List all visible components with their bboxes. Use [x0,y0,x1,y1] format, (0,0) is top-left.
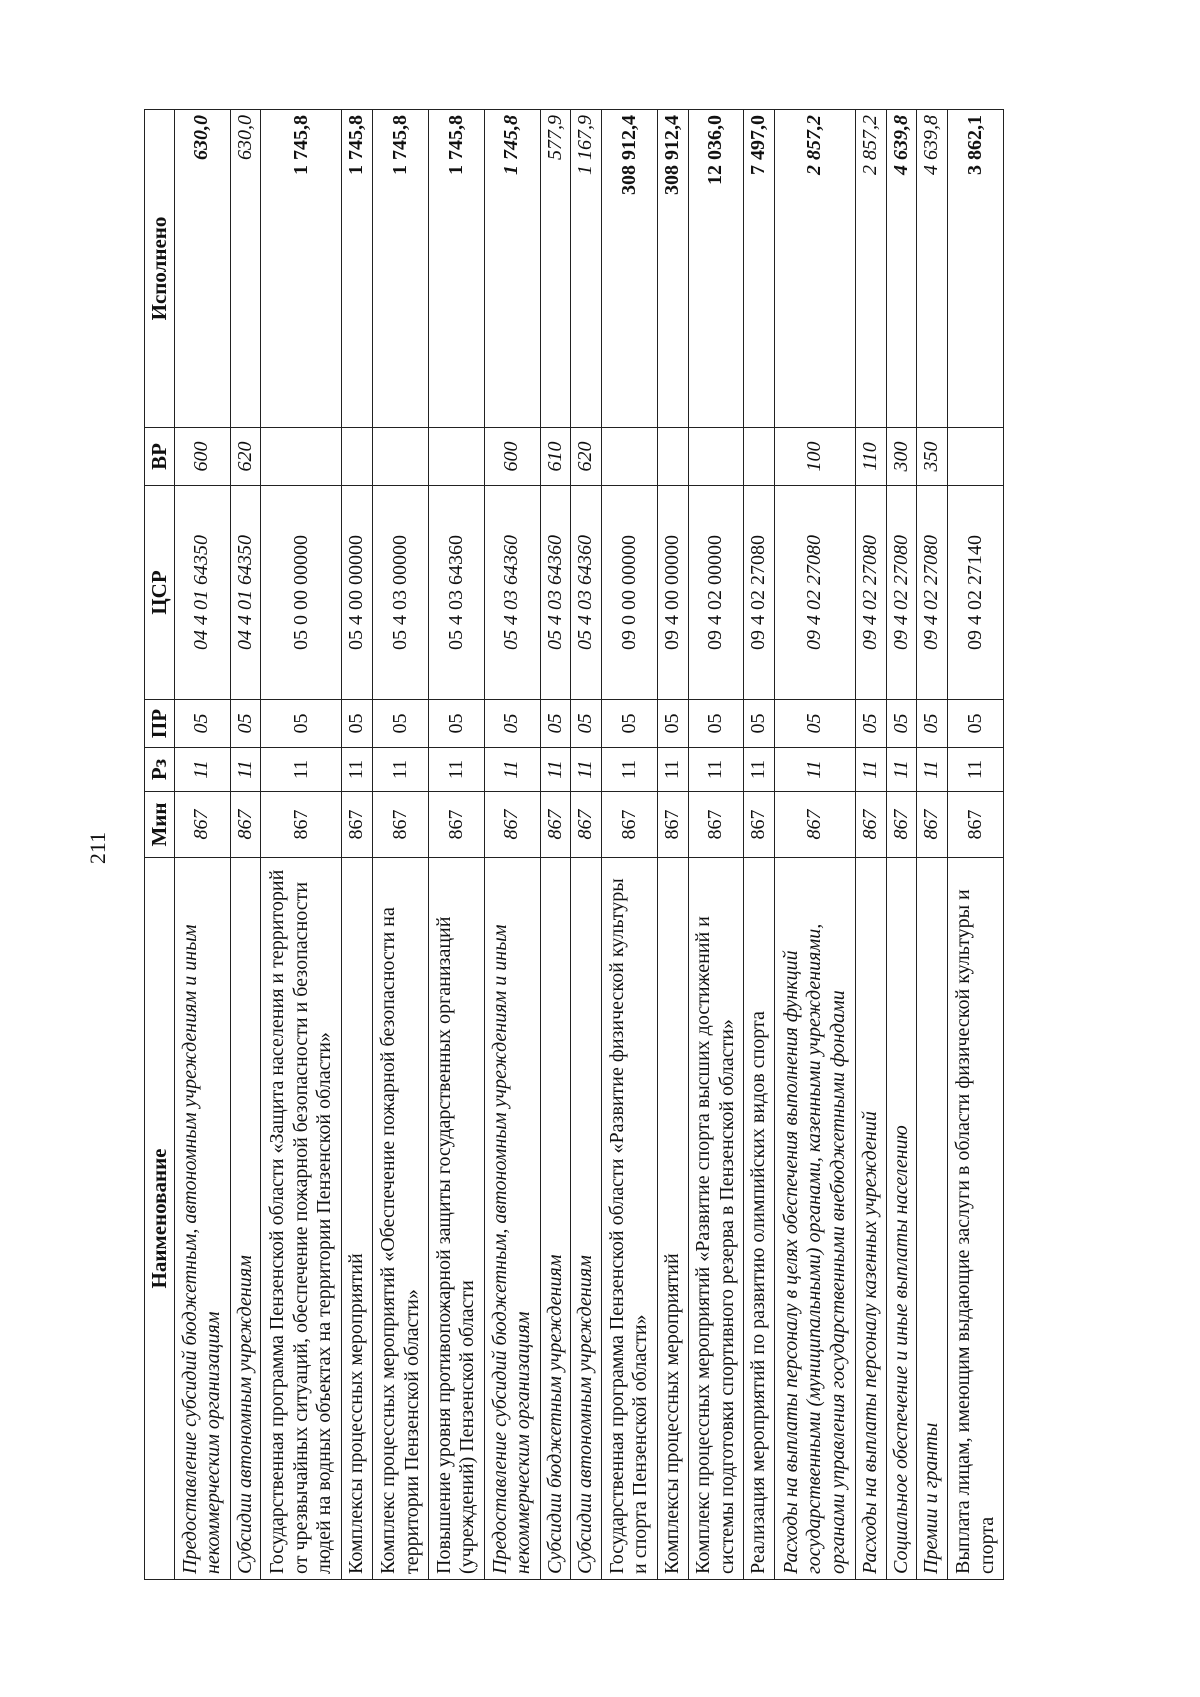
cell-min: 867 [540,792,571,858]
cell-done: 1 745,8 [261,110,342,428]
header-vr: ВР [145,428,175,486]
cell-pr: 05 [657,700,688,748]
rotated-table-container [144,110,1004,1580]
cell-done: 1 745,8 [373,110,429,428]
cell-rz: 11 [601,748,657,792]
table-row [230,110,261,1580]
table-row [601,110,657,1580]
cell-name: Расходы на выплаты персоналу казенных учреждений [856,858,887,1580]
cell-pr: 05 [917,700,948,748]
cell-vr [688,428,744,486]
cell-name: Комплексы процессных мероприятий [342,858,373,1580]
cell-vr: 610 [540,428,571,486]
cell-rz: 11 [373,748,429,792]
cell-done: 630,0 [230,110,261,428]
cell-rz: 11 [948,748,1004,792]
cell-done: 12 036,0 [688,110,744,428]
cell-name: Расходы на выплаты персоналу в целях обеспечения выполнения функций государственными (муниципальными) органами, казенными учреждениями, органами управления государственными внебюджетными фондами [775,858,856,1580]
cell-pr: 05 [775,700,856,748]
cell-csr: 09 4 00 00000 [657,486,688,700]
header-done: Исполнено [145,110,175,428]
cell-done: 2 857,2 [775,110,856,428]
cell-vr: 600 [484,428,540,486]
budget-table [144,109,1004,1580]
table-row [261,110,342,1580]
cell-vr: 110 [856,428,887,486]
cell-csr: 05 4 00 00000 [342,486,373,700]
cell-rz: 11 [775,748,856,792]
table-row [428,110,484,1580]
cell-pr: 05 [688,700,744,748]
cell-pr: 05 [856,700,887,748]
table-row [540,110,571,1580]
table-row [886,110,917,1580]
cell-done: 630,0 [174,110,230,428]
cell-csr: 05 0 00 00000 [261,486,342,700]
header-row [145,110,175,1580]
cell-min: 867 [230,792,261,858]
cell-rz: 11 [571,748,602,792]
cell-pr: 05 [601,700,657,748]
cell-rz: 11 [261,748,342,792]
cell-vr: 620 [230,428,261,486]
cell-vr: 620 [571,428,602,486]
header-rz: Рз [145,748,175,792]
cell-rz: 11 [688,748,744,792]
cell-min: 867 [484,792,540,858]
cell-min: 867 [744,792,775,858]
cell-min: 867 [948,792,1004,858]
table-row [948,110,1004,1580]
cell-name: Социальное обеспечение и иные выплаты населению [886,858,917,1580]
cell-pr: 05 [261,700,342,748]
cell-vr: 600 [174,428,230,486]
table-row [775,110,856,1580]
cell-min: 867 [571,792,602,858]
cell-name: Государственная программа Пензенской области «Развитие физической культуры и спорта Пензенской области» [601,858,657,1580]
cell-rz: 11 [428,748,484,792]
cell-name: Выплата лицам, имеющим выдающие заслуги в области физической культуры и спорта [948,858,1004,1580]
cell-vr [657,428,688,486]
cell-min: 867 [261,792,342,858]
cell-vr [342,428,373,486]
cell-pr: 05 [948,700,1004,748]
cell-csr: 09 4 02 00000 [688,486,744,700]
cell-pr: 05 [540,700,571,748]
cell-done: 1 745,8 [428,110,484,428]
cell-rz: 11 [886,748,917,792]
table-row [342,110,373,1580]
cell-rz: 11 [856,748,887,792]
cell-min: 867 [917,792,948,858]
cell-min: 867 [775,792,856,858]
cell-done: 1 167,9 [571,110,602,428]
cell-min: 867 [428,792,484,858]
cell-rz: 11 [744,748,775,792]
header-pr: ПР [145,700,175,748]
table-row [657,110,688,1580]
cell-min: 867 [688,792,744,858]
cell-rz: 11 [917,748,948,792]
cell-done: 4 639,8 [917,110,948,428]
cell-pr: 05 [342,700,373,748]
cell-csr: 04 4 01 64350 [230,486,261,700]
cell-pr: 05 [428,700,484,748]
cell-done: 1 745,8 [342,110,373,428]
cell-csr: 05 4 03 00000 [373,486,429,700]
cell-done: 3 862,1 [948,110,1004,428]
cell-csr: 09 4 02 27080 [744,486,775,700]
cell-min: 867 [601,792,657,858]
cell-csr: 09 4 02 27080 [886,486,917,700]
table-row [917,110,948,1580]
cell-csr: 09 4 02 27080 [856,486,887,700]
cell-vr [601,428,657,486]
cell-done: 7 497,0 [744,110,775,428]
cell-csr: 09 4 02 27140 [948,486,1004,700]
cell-csr: 05 4 03 64360 [540,486,571,700]
cell-pr: 05 [230,700,261,748]
table-row [744,110,775,1580]
cell-done: 308 912,4 [657,110,688,428]
cell-csr: 05 4 03 64360 [484,486,540,700]
header-csr: ЦСР [145,486,175,700]
cell-rz: 11 [230,748,261,792]
cell-done: 2 857,2 [856,110,887,428]
table-row [571,110,602,1580]
cell-pr: 05 [886,700,917,748]
cell-vr: 350 [917,428,948,486]
cell-vr [948,428,1004,486]
cell-pr: 05 [744,700,775,748]
cell-vr [428,428,484,486]
cell-rz: 11 [657,748,688,792]
cell-name: Государственная программа Пензенской области «Защита населения и территорий от чрезвычайных ситуаций, обеспечение пожарной безопасности и безопасности людей на водных объектах на территории Пензенской области» [261,858,342,1580]
cell-min: 867 [856,792,887,858]
page-number: 211 [85,831,110,865]
cell-rz: 11 [174,748,230,792]
table-row [688,110,744,1580]
header-min: Мин [145,792,175,858]
cell-min: 867 [886,792,917,858]
cell-vr [744,428,775,486]
table-row [484,110,540,1580]
cell-name: Премии и гранты [917,858,948,1580]
cell-name: Комплексы процессных мероприятий [657,858,688,1580]
cell-pr: 05 [174,700,230,748]
cell-name: Субсидии автономным учреждениям [571,858,602,1580]
table-row [174,110,230,1580]
cell-name: Предоставление субсидий бюджетным, автономным учреждениям и иным некоммерческим организациям [174,858,230,1580]
header-name: Наименование [145,858,175,1580]
cell-csr: 05 4 03 64360 [428,486,484,700]
table-body [174,110,1003,1580]
cell-name: Комплекс процессных мероприятий «Обеспечение пожарной безопасности на территории Пензенской области» [373,858,429,1580]
cell-csr: 04 4 01 64350 [174,486,230,700]
cell-pr: 05 [571,700,602,748]
cell-min: 867 [373,792,429,858]
cell-name: Субсидии бюджетным учреждениям [540,858,571,1580]
cell-name: Реализация мероприятий по развитию олимпийских видов спорта [744,858,775,1580]
cell-done: 308 912,4 [601,110,657,428]
cell-rz: 11 [484,748,540,792]
cell-min: 867 [342,792,373,858]
cell-csr: 09 0 00 00000 [601,486,657,700]
cell-vr [373,428,429,486]
cell-rz: 11 [342,748,373,792]
cell-pr: 05 [373,700,429,748]
cell-done: 1 745,8 [484,110,540,428]
cell-csr: 09 4 02 27080 [917,486,948,700]
cell-done: 577,9 [540,110,571,428]
cell-csr: 09 4 02 27080 [775,486,856,700]
cell-min: 867 [174,792,230,858]
cell-name: Повышение уровня противопожарной защиты государственных организаций (учреждений) Пензенской области [428,858,484,1580]
cell-name: Предоставление субсидий бюджетным, автономным учреждениям и иным некоммерческим организациям [484,858,540,1580]
table-row [856,110,887,1580]
cell-vr: 100 [775,428,856,486]
cell-name: Субсидии автономным учреждениям [230,858,261,1580]
cell-pr: 05 [484,700,540,748]
table-row [373,110,429,1580]
cell-vr: 300 [886,428,917,486]
cell-rz: 11 [540,748,571,792]
cell-done: 4 639,8 [886,110,917,428]
cell-name: Комплекс процессных мероприятий «Развитие спорта высших достижений и системы подготовки спортивного резерва в Пензенской области» [688,858,744,1580]
cell-vr [261,428,342,486]
cell-min: 867 [657,792,688,858]
cell-csr: 05 4 03 64360 [571,486,602,700]
